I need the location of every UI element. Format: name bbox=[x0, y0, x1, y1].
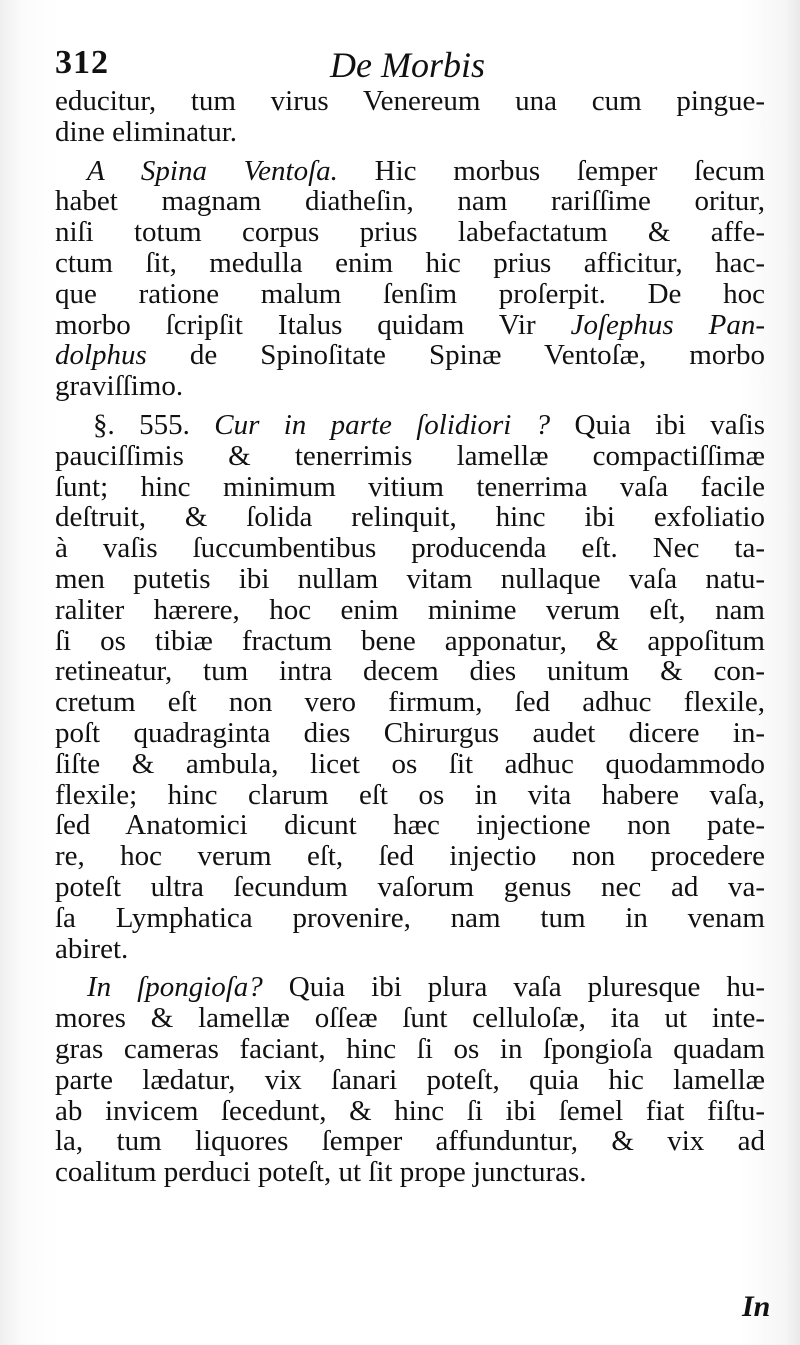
text-line: parte lædatur, vix ſanari poteſt, quia hic lamellæ bbox=[55, 1063, 765, 1096]
text-line: In ſpongioſa? Quia ibi plura vaſa pluresque hu- bbox=[87, 971, 765, 1004]
text-line: re, hoc verum eſt, ſed injectio non procedere bbox=[55, 840, 765, 873]
page-number: 312 bbox=[55, 44, 109, 81]
text-line: coalitum perduci poteſt, ut ſit prope juncturas. bbox=[55, 1156, 587, 1189]
text-line: graviſſimo. bbox=[55, 370, 184, 403]
text-line: poſt quadraginta dies Chirurgus audet dicere in- bbox=[55, 716, 765, 749]
text-line: pauciſſimis & tenerrimis lamellæ compactiſſimæ bbox=[55, 439, 765, 472]
section-heading-spina-ventosa: A Spina Ventoſa. bbox=[87, 154, 338, 187]
text-line: niſi totum corpus prius labefactatum & affe- bbox=[55, 216, 765, 249]
text-line: flexile; hinc clarum eſt os in vita habere vaſa, bbox=[55, 778, 765, 811]
text-line: dolphus de Spinoſitate Spinæ Ventoſæ, morbo bbox=[55, 339, 766, 372]
text-line: ſa Lymphatica provenire, nam tum in venam bbox=[55, 901, 765, 934]
text-line: men putetis ibi nullam vitam nullaque vaſa natu- bbox=[55, 562, 765, 595]
author-name: Joſephus Pan- bbox=[570, 308, 765, 341]
text-line: ſiſte & ambula, licet os ſit adhuc quodammodo bbox=[55, 747, 765, 780]
text-line: ſi os tibiæ fractum bene apponatur, & appoſitum bbox=[55, 624, 765, 657]
text-line: ſed Anatomici dicunt hæc injectione non pate- bbox=[55, 809, 765, 842]
text-line: ſunt; hinc minimum vitium tenerrima vaſa facile bbox=[55, 470, 765, 503]
text-line: que ratione malum ſenſim proſerpit. De hoc bbox=[55, 277, 765, 310]
text-line: ctum ſit, medulla enim hic prius afficitur, hac- bbox=[55, 246, 765, 279]
text-line: morbo ſcripſit Italus quidam Vir Joſephus Pan- bbox=[55, 308, 765, 341]
text-line: A Spina Ventoſa. Hic morbus ſemper ſecum bbox=[87, 154, 766, 187]
text-line: à vaſis ſuccumbentibus producenda eſt. Nec ta- bbox=[55, 532, 765, 565]
text-line: educitur, tum virus Venereum una cum pingue- bbox=[55, 85, 765, 117]
text-line: raliter hærere, hoc enim minime verum eſt, nam bbox=[55, 593, 765, 626]
text-line: la, tum liquores ſemper affunduntur, & vix ad bbox=[55, 1125, 765, 1158]
body-text bbox=[55, 86, 765, 1188]
text-line: habet magnam diatheſin, nam rariſſime oritur, bbox=[55, 185, 765, 218]
text-line: dine eliminatur. bbox=[55, 115, 238, 148]
text-line: deſtruit, & ſolida relinquit, hinc ibi exfoliatio bbox=[55, 501, 765, 534]
text-line: abiret. bbox=[55, 932, 129, 965]
text-line: gras cameras faciant, hinc ſi os in ſpongioſa quadam bbox=[55, 1032, 765, 1065]
section-number: §. 555. bbox=[93, 408, 190, 441]
text-line: poteſt ultra ſecundum vaſorum genus nec ad va- bbox=[55, 870, 765, 903]
text-line: retineatur, tum intra decem dies unitum & con- bbox=[55, 655, 765, 688]
running-head: De Morbis bbox=[330, 45, 485, 85]
text-line: ab invicem ſecedunt, & hinc ſi ibi ſemel fiat fiſtu- bbox=[55, 1094, 765, 1127]
author-name-cont: dolphus bbox=[55, 339, 147, 372]
section-heading-solidiori: Cur in parte ſolidiori ? bbox=[214, 408, 551, 441]
catchword: In bbox=[742, 1290, 771, 1323]
text-line: §. 555. Cur in parte ſolidiori ? Quia ibi vaſis bbox=[93, 408, 766, 441]
text-line: cretum eſt non vero firmum, ſed adhuc flexile, bbox=[55, 686, 765, 719]
text-line: mores & lamellæ oſſeæ ſunt celluloſæ, ita ut inte- bbox=[55, 1002, 765, 1035]
section-heading-spongiosa: In ſpongioſa? bbox=[87, 971, 263, 1004]
